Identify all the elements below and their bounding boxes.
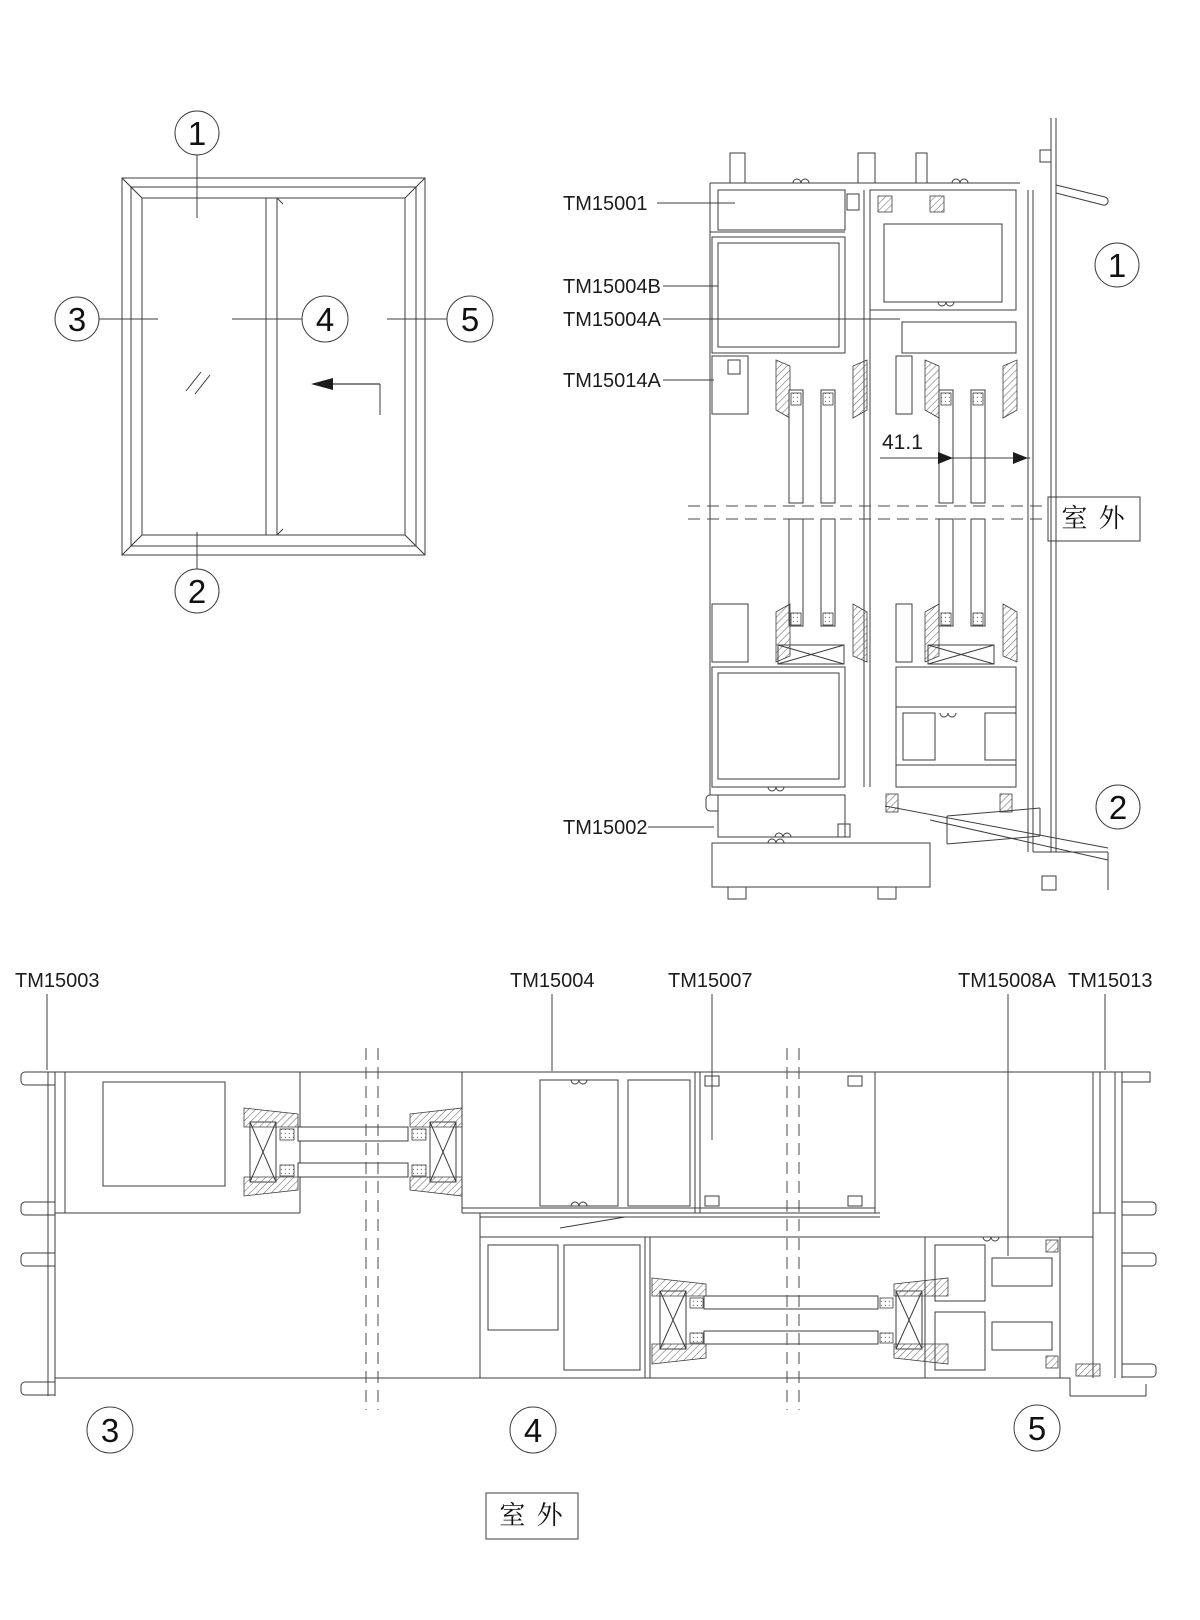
label-tm15002 <box>563 817 714 839</box>
fixed-sash-top-profile <box>712 237 845 353</box>
right-jamb-profile <box>1093 1072 1156 1378</box>
section-marker-2-detail <box>1096 785 1140 829</box>
vertical-section-detail <box>563 118 1140 899</box>
svg-text:TM15013: TM15013 <box>1068 970 1153 992</box>
glass-unit-lower <box>789 519 985 626</box>
slide-direction-arrow <box>311 378 380 415</box>
sliding-sash-top-profile <box>870 190 1016 353</box>
section-marker-3-detail <box>87 1407 133 1453</box>
glass-unit-left <box>244 1108 462 1196</box>
label-tm15001 <box>563 193 735 215</box>
svg-text:2: 2 <box>187 573 207 610</box>
svg-text:TM15004A: TM15004A <box>563 309 661 331</box>
svg-text:室 外: 室 外 <box>499 1500 565 1530</box>
label-tm15007 <box>668 970 753 1140</box>
section-marker-5 <box>447 296 493 342</box>
svg-text:5: 5 <box>1027 1410 1047 1447</box>
label-tm15004b <box>563 276 718 298</box>
svg-text:4: 4 <box>315 301 335 338</box>
label-tm15008a <box>958 970 1056 1256</box>
glass-symbol <box>186 372 210 394</box>
outdoor-label-box-bottom <box>486 1493 578 1539</box>
label-tm15003 <box>15 970 100 1070</box>
svg-text:TM15014A: TM15014A <box>563 370 661 392</box>
section-marker-2 <box>175 532 219 613</box>
svg-text:1: 1 <box>187 115 207 152</box>
svg-text:41.1: 41.1 <box>882 431 923 454</box>
section-bottom-edge <box>55 1364 1146 1396</box>
sliding-sash-profile-lower <box>480 1237 948 1378</box>
section-marker-1 <box>175 111 219 218</box>
svg-text:5: 5 <box>460 301 480 338</box>
interlock-sash-profile <box>462 1072 880 1213</box>
section-marker-4-detail <box>510 1407 556 1453</box>
dimension-41-1 <box>880 431 1030 464</box>
elevation-view <box>55 111 493 613</box>
outdoor-label-box-right <box>1048 497 1140 541</box>
svg-text:2: 2 <box>1108 789 1128 826</box>
svg-text:3: 3 <box>67 301 87 338</box>
label-tm15014a <box>563 370 714 392</box>
svg-text:1: 1 <box>1107 247 1127 284</box>
section-marker-1-detail <box>1095 243 1139 287</box>
svg-text:TM15004B: TM15004B <box>563 276 661 298</box>
svg-text:4: 4 <box>523 1412 543 1449</box>
svg-text:TM15004: TM15004 <box>510 970 595 992</box>
svg-text:TM15002: TM15002 <box>563 817 648 839</box>
interlock-mullion <box>266 198 283 535</box>
label-tm15013 <box>1068 970 1153 1070</box>
svg-text:3: 3 <box>100 1412 120 1449</box>
label-tm15004 <box>510 970 595 1071</box>
section-marker-4 <box>232 296 447 342</box>
section-marker-3 <box>55 297 158 341</box>
label-tm15004a <box>563 309 900 331</box>
svg-text:TM15001: TM15001 <box>563 193 648 215</box>
svg-text:TM15007: TM15007 <box>668 970 753 992</box>
svg-text:TM15008A: TM15008A <box>958 970 1056 992</box>
sill-frame-profile <box>706 794 1108 899</box>
svg-text:TM15003: TM15003 <box>15 970 100 992</box>
svg-text:室 外: 室 外 <box>1061 503 1127 533</box>
section-marker-5-detail <box>1014 1405 1060 1451</box>
horizontal-section-detail <box>15 970 1156 1539</box>
